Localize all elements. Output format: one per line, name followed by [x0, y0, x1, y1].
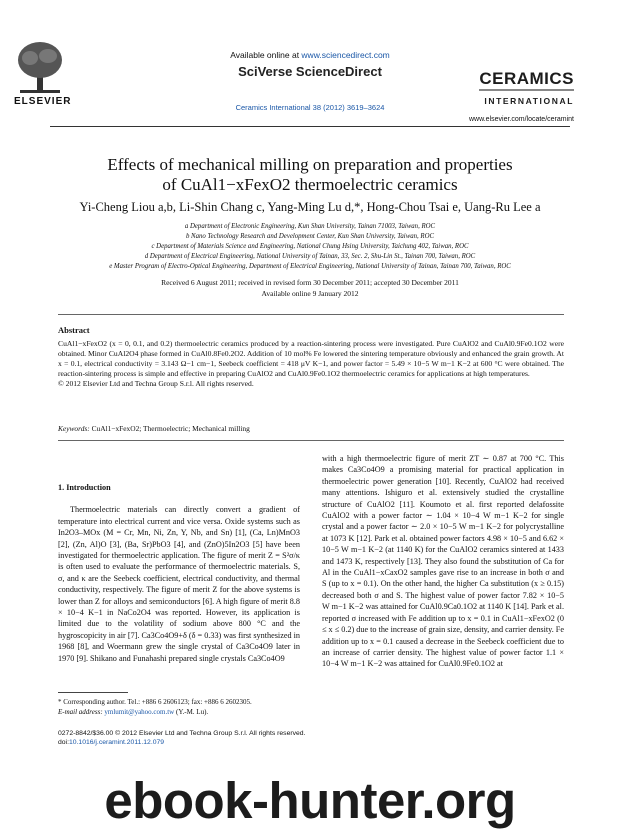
- doi-line: [58, 738, 305, 747]
- logo-divider: [479, 89, 574, 91]
- left-column: [58, 482, 300, 664]
- keywords-list: CuAl1−xFexO2; Thermoelectric; Mechanical milling: [89, 424, 250, 433]
- abstract-text: CuAl1−xFexO2 (x = 0, 0.1, and 0.2) thermoelectric ceramics produced by a reaction-sintering process were investigated. Pure CuAlO2 and CuAl0.9Fe0.1O2 were obtained. Minor CuAl2O4 phase formed in CuAl0.8Fe0.2O2. Addition of 10 mol% Fe lowered the sintering temperature obviously and enhanced the grain growth. At x = 0.1, electrical conductivity = 3.143 Ω−1 cm−1, Seebeck coefficient = 418 μV K−1, and power factor = 5.49 × 10−5 W m−1 K−2 at 600 °C were obtained. The reaction-sintering process is simple and effective in preparing CuAlO2 and CuAl0.9Fe0.1O2 thermoelectric ceramics for applications at high temperatures.: [58, 339, 564, 378]
- journal-citation[interactable]: Ceramics International 38 (2012) 3619–3624: [235, 103, 385, 112]
- journal-logo-main: CERAMICS: [479, 69, 574, 88]
- left-column-text: Thermoelectric materials can directly convert a gradient of temperature into electrical current and vice versa. Oxide systems such as In2O3–MOx (M = Cr, Mn, Ni, Zn, Y, Nb, and Sn) [1], (Ca, Ln)MnO3 [2], (Zn, Al)O [3], (Ba, Sr)PbO3 [4], and (ZnO)5In2O3 [5] have been investigated for thermoelectric application. The figure of merit Z = S²σ/κ is often used to evaluate the performance of thermoelectric materials. S, σ, and κ are the Seebeck coefficient, electrical conductivity, and thermal conductivity, respectively. The figure of merit Z for the above systems is lower than Z for alloys and semiconductors [6]. A high figure of merit 8.8 × 10−4 K−1 in NaCo2O4 was reported. However, its application is limited due to the volatility of sodium above 800 °C and the hygroscopicity in air [7]. Ca3Co4O9+δ (δ = 0.33) was first synthesized in 1968 [8], and Woermann grew the single crystal of Ca3Co4O9 later in 1970 [9]. Shikano and Funahashi prepared single crystals Ca3Co4O9: [58, 505, 300, 663]
- header-divider: [50, 126, 570, 127]
- keywords: [58, 424, 250, 433]
- footnote-rule: [58, 692, 128, 693]
- footnote: [58, 698, 308, 717]
- doi-link[interactable]: 10.1016/j.ceramint.2011.12.079: [68, 739, 165, 746]
- affiliation-b: b Nano Technology Research and Development Center, Kun Shan University, Taiwan, ROC: [185, 233, 435, 240]
- abstract-heading: Abstract: [58, 325, 90, 335]
- abstract-bottom-rule: [58, 440, 564, 441]
- online-date: Available online 9 January 2012: [261, 289, 359, 298]
- affiliation-c: c Department of Materials Science and Engineering, National Chung Hsing University, Taichung 402, Taiwan, ROC: [151, 243, 469, 250]
- email-suffix: (Y.-M. Lu).: [174, 707, 209, 716]
- article-title: [0, 155, 620, 195]
- corresponding-author: * Corresponding author. Tel.: +886 6 2606123; fax: +886 6 2602305.: [58, 698, 252, 706]
- journal-url[interactable]: www.elsevier.com/locate/ceramint: [468, 116, 574, 123]
- available-online: [0, 50, 620, 60]
- received-dates: Received 6 August 2011; received in revised form 30 December 2011; accepted 30 December 2011: [161, 278, 459, 287]
- abstract-top-rule: [58, 314, 564, 315]
- title-line-2: of CuAl1−xFexO2 thermoelectric ceramics: [162, 175, 458, 194]
- copyright: © 2012 Elsevier Ltd and Techna Group S.r.l. All rights reserved.: [58, 379, 254, 388]
- keywords-label: Keywords:: [58, 424, 90, 433]
- available-prefix: Available online at: [230, 50, 302, 60]
- sciencedirect-link[interactable]: www.sciencedirect.com: [301, 50, 390, 60]
- author-list: Yi-Cheng Liou a,b, Li-Shin Chang c, Yang-Ming Lu d,*, Hong-Chou Tsai e, Uang-Ru Lee a: [79, 200, 541, 214]
- affiliation-a: a Department of Electronic Engineering, Kun Shan University, Tainan 71003, Taiwan, ROC: [184, 223, 436, 230]
- email-link[interactable]: ymlumit@yahoo.com.tw: [104, 707, 175, 716]
- right-column: [322, 453, 564, 670]
- doi-label: doi:: [58, 739, 69, 746]
- right-column-text: with a high thermoelectric figure of merit ZT ∼ 0.87 at 700 °C. This makes Ca3Co4O9 a promising material for practical application in thermoelectric power generation [10]. Recently, CuAlO2 had received many attentions. Ishiguro et al. extensively studied the crystalline structure of CuAlO2 [11]. Koumoto et al. first reported delafossite CuAlO2 with a power factor ∼ 1.04 × 10−4 W m−1 K−2 for single crystal and a power factor ∼ 2.0 × 10−5 W m−1 K−2 for polycrystalline at 1073 K [12]. Park et al. obtained power factors 4.98 × 10−5 and 6.62 × 10−5 W m−1 K−2 (at 1140 K) for the CuAlO2 ceramics sintered at 1433 and 1473 K, respectively [13]. They also found the substitution of Ca for Al in the CuAl1−xCaxO2 samples gave rise to an increase in both σ and S (up to x = 0.1). On the other hand, the higher Ca substitution (x ≥ 0.15) decreased both σ and S. The highest value of power factor 7.82 × 10−5 W m−1 K−2 was attained for CuAl0.9Ca0.1O2 at 1140 K [14]. Park et al. reported σ increased with Fe addition up to x = 0.1 in CuAl1−xFexO2 (0 ≤ x ≤ 0.2) due to the increase of grain size, density, and carrier density. Fe addition up to x = 0.1 caused a decrease in the Seebeck coefficient due to an increase of carrier density. The highest value of power factor 1.1 × 10−4 W m−1 K−2 was attained for CuAl0.9Fe0.1O2 at: [322, 454, 564, 669]
- platform-name: SciVerse ScienceDirect: [238, 64, 382, 79]
- watermark: ebook-hunter.org: [104, 772, 516, 829]
- affiliation-d: d Department of Electrical Engineering, National University of Tainan, 33, Sec. 2, Shu-Lin St., Tainan 700, Taiwan, ROC: [144, 253, 476, 260]
- affiliation-e: e Master Program of Electro-Optical Engineering, Department of Electrical Engineering, National University of Tainan, Tainan 700, Taiwan, ROC: [109, 263, 511, 270]
- abstract-body: [58, 339, 564, 389]
- section-heading: 1. Introduction: [58, 483, 111, 492]
- publisher-logo: ELSEVIER: [14, 96, 72, 107]
- issn-block: [58, 729, 305, 747]
- title-line-1: Effects of mechanical milling on preparation and properties: [107, 155, 513, 174]
- issn-line: 0272-8842/$36.00 © 2012 Elsevier Ltd and Techna Group S.r.l. All rights reserved.: [58, 730, 306, 737]
- email-label: E-mail address:: [58, 707, 105, 716]
- journal-logo: [479, 70, 574, 110]
- journal-logo-sub: INTERNATIONAL: [484, 96, 574, 106]
- email-line: [58, 708, 308, 718]
